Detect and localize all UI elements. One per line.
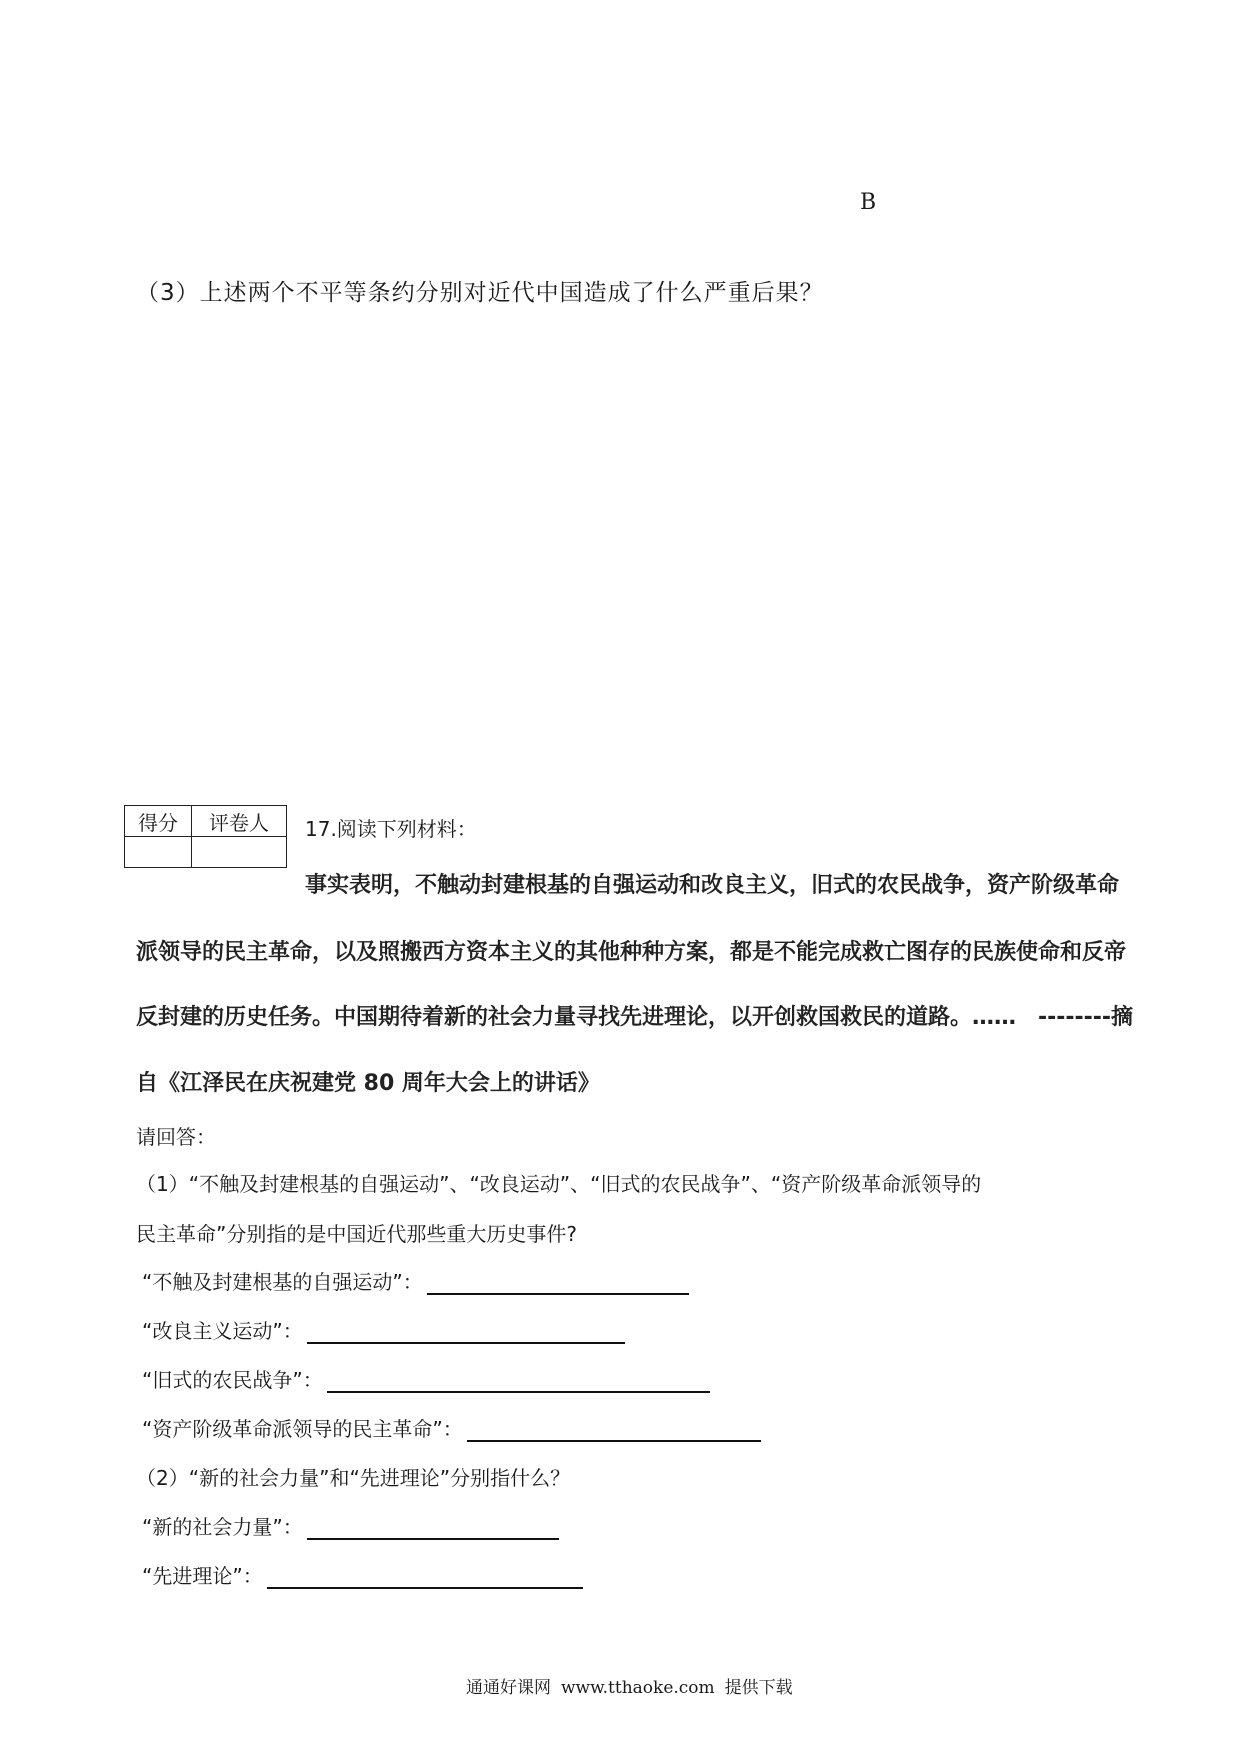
answer-blank[interactable]	[327, 1369, 710, 1393]
material-line: 事实表明，不触动封建根基的自强运动和改良主义，旧式的农民战争，资产阶级革命	[305, 873, 1120, 898]
grader-label: 评卷人	[192, 806, 287, 837]
question-17-title: 17.阅读下列材料：	[305, 817, 477, 841]
fill-label: “新的社会力量”：	[142, 1515, 303, 1539]
material-line: 反封建的历史任务。中国期待着新的社会力量寻找先进理论，以开创救国救民的道路。…… --------摘	[136, 1005, 1134, 1030]
sub-question-1-line: 民主革命”分别指的是中国近代那些重大历史事件?	[136, 1222, 577, 1246]
answer-marker-b: B	[860, 190, 877, 215]
fill-label: “旧式的农民战争”：	[142, 1368, 323, 1392]
footer-brand: 通通好课网	[466, 1678, 551, 1698]
answer-prompt: 请回答：	[136, 1125, 216, 1149]
material-line: 派领导的民主革命，以及照搬西方资本主义的其他种种方案，都是不能完成救亡图存的民族使命和反帝	[136, 940, 1127, 965]
material-line: 自《江泽民在庆祝建党 80 周年大会上的讲话》	[136, 1071, 600, 1096]
fill-label: “改良主义运动”：	[142, 1319, 303, 1343]
fill-label: “先进理论”：	[142, 1564, 263, 1588]
grader-cell[interactable]	[192, 837, 287, 868]
fill-item	[142, 1413, 761, 1442]
answer-blank[interactable]	[307, 1320, 625, 1344]
score-label: 得分	[125, 806, 192, 837]
question-3-text: （3）上述两个不平等条约分别对近代中国造成了什么严重后果？	[136, 280, 824, 306]
answer-blank[interactable]	[267, 1565, 583, 1589]
fill-item	[142, 1266, 689, 1295]
fill-item	[142, 1511, 559, 1540]
answer-blank[interactable]	[307, 1516, 559, 1540]
score-table	[124, 805, 287, 868]
sub-question-1-line: （1）“不触及封建根基的自强运动”、“改良运动”、“旧式的农民战争”、“资产阶级革命派领导的	[136, 1172, 982, 1196]
fill-item	[142, 1315, 625, 1344]
footer-action: 提供下载	[724, 1678, 793, 1698]
page-footer	[466, 1673, 793, 1698]
score-cell[interactable]	[125, 837, 192, 868]
answer-blank[interactable]	[467, 1418, 761, 1442]
answer-blank[interactable]	[427, 1271, 689, 1295]
fill-item	[142, 1364, 710, 1393]
fill-label: “不触及封建根基的自强运动”：	[142, 1270, 423, 1294]
sub-question-2: （2）“新的社会力量”和“先进理论”分别指什么？	[136, 1466, 571, 1490]
fill-label: “资产阶级革命派领导的民主革命”：	[142, 1417, 463, 1441]
footer-site-link[interactable]: www.tthaoke.com	[561, 1678, 715, 1698]
fill-item	[142, 1560, 583, 1589]
